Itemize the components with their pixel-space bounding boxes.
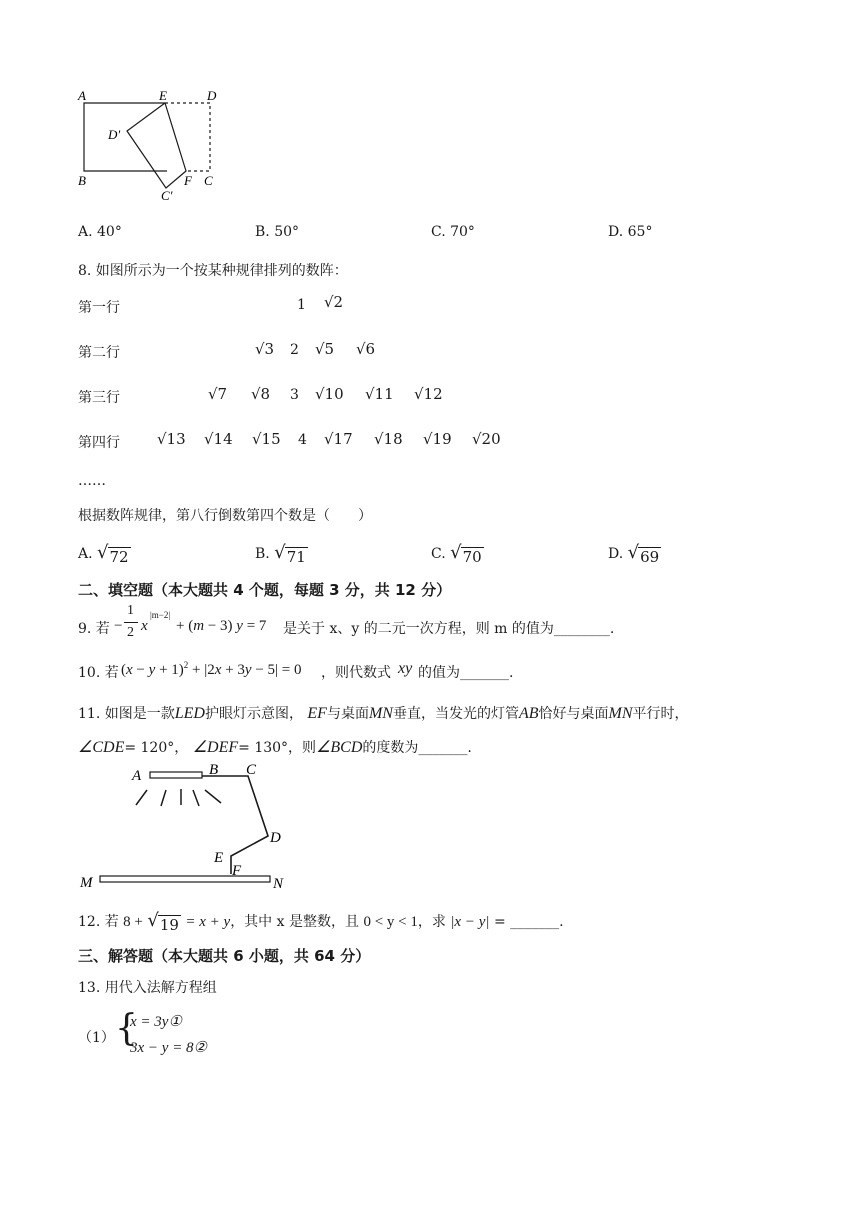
ellipsis: ……: [78, 473, 106, 489]
system-eq2: 3x − y = 8②: [130, 1040, 208, 1056]
row4-item: √13: [157, 430, 186, 448]
label-C: C: [246, 762, 257, 778]
q13-part1-label: （1）: [78, 1030, 115, 1046]
row4-item: √18: [374, 430, 403, 448]
q7-option-d[interactable]: D. 65°: [608, 224, 653, 240]
q11-line1: 11. 如图是一款LED护眼灯示意图， EF与桌面MN垂直，当发光的灯管AB恰好与桌面MN平行时，: [78, 705, 689, 722]
label-C: C: [204, 173, 213, 188]
q10-var: xy: [398, 660, 413, 677]
label-A: A: [78, 88, 86, 103]
q8-question: 根据数阵规律，第八行倒数第四个数是（ ）: [78, 508, 372, 524]
label-E: E: [159, 88, 167, 103]
row4-item: √15: [252, 430, 281, 448]
q10-prefix: 10. 若: [78, 665, 119, 681]
section-3-heading: 三、解答题（本大题共 6 小题，共 64 分）: [78, 947, 371, 965]
row2-item: √6: [356, 340, 376, 358]
row-label-2: 第二行: [78, 345, 120, 361]
q8-stem: 8. 如图所示为一个按某种规律排列的数阵：: [78, 263, 348, 279]
row-label-4: 第四行: [78, 435, 120, 451]
row4-item: √19: [423, 430, 452, 448]
label-M: M: [80, 875, 93, 891]
row4-item: √20: [472, 430, 501, 448]
row4-item: √17: [324, 430, 353, 448]
row2-item: 2: [290, 342, 299, 358]
row-label-1: 第一行: [78, 300, 120, 316]
row3-item: √11: [365, 385, 394, 403]
brace: {: [115, 1008, 138, 1049]
row3-item: √7: [208, 385, 228, 403]
section-2-heading: 二、填空题（本大题共 4 个题，每题 3 分，共 12 分）: [78, 581, 452, 599]
row4-item: 4: [298, 432, 307, 448]
row-label-3: 第三行: [78, 390, 120, 406]
label-D-prime: D′: [108, 127, 121, 142]
label-D: D: [207, 88, 217, 103]
row4-item: √14: [204, 430, 233, 448]
row1-item: √2: [324, 293, 344, 311]
q12-line: 12. 若 8 + √ 19 = x + y，其中 x 是整数，且 0 < y < 1，求 |x − y| = _______.: [78, 910, 564, 934]
q7-option-b[interactable]: B. 50°: [255, 224, 300, 240]
q11-line2: ∠CDE= 120°， ∠DEF= 130°，则∠BCD的度数为_______.: [78, 739, 472, 756]
q8-option-b[interactable]: B. √ 71: [255, 542, 306, 566]
row3-item: √12: [414, 385, 443, 403]
label-F: F: [184, 173, 192, 188]
system-eq1: x = 3y①: [130, 1014, 182, 1030]
label-D: D: [270, 830, 281, 846]
q7-option-c[interactable]: C. 70°: [431, 224, 475, 240]
row3-item: 3: [290, 387, 299, 403]
q7-option-a[interactable]: A. 40°: [78, 224, 122, 240]
label-E: E: [214, 850, 224, 866]
q10-equation: $(x - y + 1)^2 + |2x + 3y - 5| = 0$: [121, 660, 302, 678]
q9-text: 是关于 x、y 的二元一次方程，则 m 的值为________.: [283, 621, 615, 637]
label-N: N: [273, 876, 284, 892]
q8-option-d[interactable]: D. √ 69: [608, 542, 660, 566]
q13-stem: 13. 用代入法解方程组: [78, 980, 217, 996]
row3-item: √10: [315, 385, 344, 403]
label-A: A: [132, 768, 142, 784]
label-F: F: [232, 863, 242, 879]
row1-item: 1: [297, 297, 306, 313]
label-C-prime: C′: [161, 188, 173, 203]
row3-item: √8: [251, 385, 271, 403]
q8-option-c[interactable]: C. √ 70: [431, 542, 482, 566]
label-B: B: [209, 762, 219, 778]
row2-item: √5: [315, 340, 335, 358]
q10-text: ，则代数式: [321, 665, 391, 681]
lamp-figure: [72, 760, 302, 895]
q10-tail: 的值为_______.: [418, 665, 514, 681]
folded-rectangle-figure: [70, 86, 230, 206]
q8-option-a[interactable]: A. √ 72: [78, 542, 129, 566]
label-B: B: [78, 173, 86, 188]
row2-item: √3: [255, 340, 275, 358]
q9-prefix: 9. 若: [78, 621, 110, 637]
